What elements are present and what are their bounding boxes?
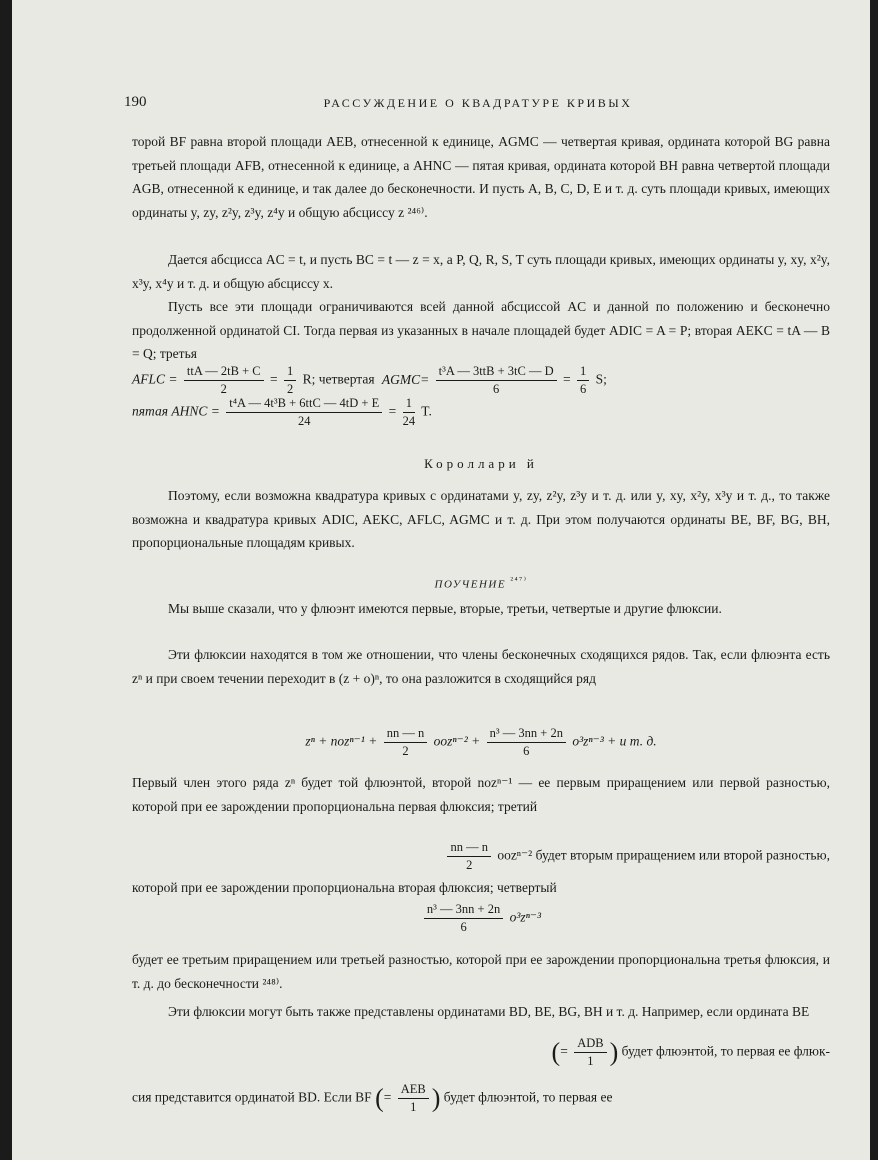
eq1-lhs2: AGMC= [381, 371, 430, 387]
paragraph-6: Эти флюксии находятся в том же отношении, что члены бесконечных сходящихся рядов. Так, если флюэнта есть zⁿ и при своем течении переходит в (z + o)ⁿ, то она разложится в сходящийся ряд [132, 647, 830, 686]
paragraph-9: Эти флюксии могут быть также представлены ординатами BD, BE, BG, BH и т. д. Например, если ордината BE [168, 1004, 810, 1019]
paragraph-5: Мы выше сказали, что у флюэнт имеются первые, вторые, третьи, четвертые и другие флюксии. [168, 601, 722, 616]
page-number: 190 [124, 94, 147, 110]
equation-1: AFLC = $\frac{\text{ttA — 2tB + C}}{2}$ = $\frac{1}{2}$ R; четвертая AGMC= $\frac{\text{t³A — 3ttB + 3tC — D}}{6}$ = $\frac{1}{6}$ S; [132, 364, 607, 396]
paragraph-7-formula-2: $\frac{\text{n³ — 3nn + 2n}}{6}$ o³zⁿ⁻³ [132, 902, 830, 935]
eq1-frac2: $\frac{\text{t³A — 3ttB + 3tC — D}}{6}$ [436, 364, 557, 397]
paragraph-4: Поэтому, если возможна квадратура кривых с ординатами y, zy, z²y, z³y и т. д. или y, xy, x²y, x³y и т. д., то также возможна и квадратура кривых ADIC, AEKC, AFLC, AGMC и т. д. При этом получаются ординаты BE, BF, BG, BH, пропорциональные площадям кривых. [132, 488, 830, 550]
running-title: РАССУЖДЕНИЕ О КВАДРАТУРЕ КРИВЫХ [323, 96, 633, 110]
paragraph-2: Дается абсцисса AC = t, и пусть BC = t — z = x, а P, Q, R, S, T суть площади кривых, имеющих ординаты y, xy, x²y, x³y, x⁴y и т. д. и общую абсциссу x. [132, 252, 830, 291]
equation-2: пятая AHNC = $\frac{\text{t⁴A — 4t³B + 6ttC — 4tD + E}}{24}$ = $\frac{1}{24}$ T. [132, 396, 432, 428]
paragraph-8: будет ее третьим приращением или третьей разностью, которой при ее зарождении пропорциональна третья флюксия, и т. д. до бесконечности ²⁴⁸⁾. [132, 952, 830, 991]
series-formula: zⁿ + nozⁿ⁻¹ + $\frac{nn — n}{2}$ oozⁿ⁻² + $\frac{\text{n³ — 3nn + 2n}}{6}$ o³zⁿ⁻³ + и т. д. [305, 726, 657, 758]
paragraph-9-continued: сия представится ординатой BD. Если BF (= $\frac{\text{AEB}}{1}$ ) будет флюэнтой, то первая ее [132, 1082, 613, 1114]
eq1-lhs1: AFLC = [132, 371, 178, 387]
eq1-frac1: $\frac{\text{ttA — 2tB + C}}{2}$ [184, 364, 264, 397]
page-header [124, 94, 832, 116]
paragraph-7: Первый член этого ряда zⁿ будет той флюэнтой, второй nozⁿ⁻¹ — ее первым приращением или первой разностью, которой при ее зарождении пропорциональна первая флюксия; третий [132, 775, 830, 814]
paragraph-3: Пусть все эти площади ограничиваются всей данной абсциссой AC и данной по положению и бесконечно продолженной ординатой CI. Тогда первая из указанных в начале площадей будет ADIC = A = P; вторая AEKC = tA — B = Q; третья [132, 299, 830, 361]
heading-scholium: ПОУЧЕНИЕ $^{^{247)}}$ [434, 575, 528, 591]
heading-corollary: Короллари й [424, 456, 538, 471]
paragraph-7-formula: $\frac{nn — n}{2}$ oozⁿ⁻² будет вторым приращением или второй разностью, [132, 840, 830, 873]
paragraph-7-continued: которой при ее зарождении пропорциональна вторая флюксия; четвертый [132, 880, 557, 895]
paragraph-1: торой BF равна второй площади AEB, отнесенной к единице, AGMC — четвертая кривая, ордината которой BG равна третьей площади AFB, отнесенной к единице, а AHNC — пятая кривая, ордината которой BH равна четвертой площади AGB, отнесенной к единице, и так далее до бесконечности. И пусть A, B, C, D, E и т. д. суть площади кривых, имеющих ординаты y, zy, z²y, z³y, z⁴y и общую абсциссу z ²⁴⁶⁾. [132, 134, 830, 220]
paragraph-9-formula: (= $\frac{\text{ADB}}{1}$ ) будет флюэнтой, то первая ее флюк- [551, 1036, 830, 1068]
book-page [12, 0, 870, 1160]
